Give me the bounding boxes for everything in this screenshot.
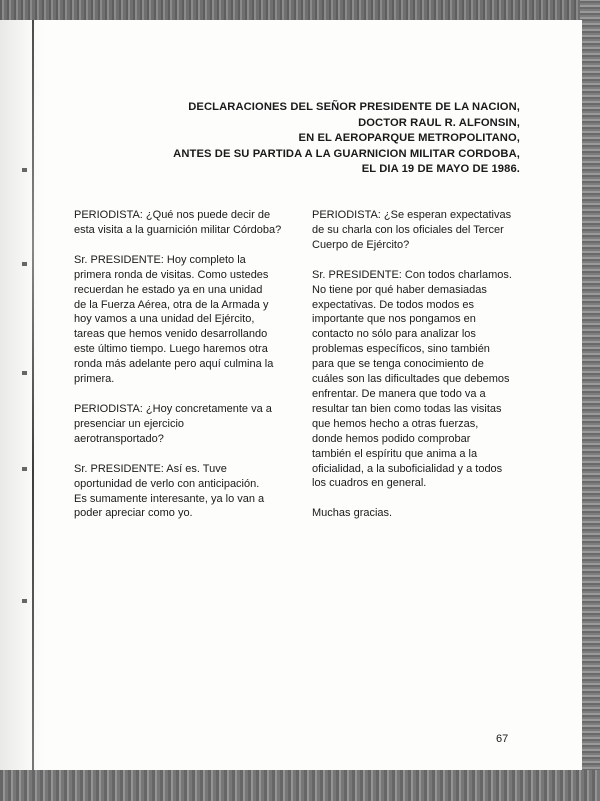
text-line: problemas específicos, sino también (312, 343, 490, 356)
text-line: No tiene por qué haber demasiadas (312, 283, 487, 296)
paragraph (312, 268, 518, 492)
text-line: ronda más adelante pero aquí culmina la (74, 358, 274, 371)
paragraph (74, 253, 280, 387)
page-number: 67 (496, 733, 509, 745)
page-binding-edge (0, 20, 46, 772)
text-line: los cuadros en general. (312, 477, 427, 490)
text-line: presenciar un ejercicio (74, 417, 185, 430)
text-line: Muchas gracias. (312, 507, 393, 520)
paragraph (74, 208, 280, 238)
text-line: PERIODISTA: ¿Hoy concretamente va a (74, 402, 272, 415)
binding-mark (22, 371, 27, 375)
heading-line: DOCTOR RAUL R. ALFONSIN, (358, 116, 520, 129)
text-line: aerotransportado? (74, 432, 164, 445)
text-line: cuáles son las dificultades que debemos (312, 373, 510, 386)
text-line: oficialidad, a la suboficialidad y a todos (312, 462, 503, 475)
text-line: primera. (74, 373, 115, 386)
binding-mark (22, 262, 27, 266)
text-line: PERIODISTA: ¿Qué nos puede decir de (74, 209, 271, 221)
text-line: enfrentar. De manera que todo va a (312, 387, 486, 400)
text-line: importante que nos pongamos en (312, 313, 476, 326)
scan-border-top (0, 0, 600, 22)
text-line: recuerdan he estado ya en una unidad (74, 283, 263, 296)
binding-mark (22, 599, 27, 603)
page-binding-line (32, 20, 34, 772)
heading-line: DECLARACIONES DEL SEÑOR PRESIDENTE DE LA NACION, (188, 101, 520, 113)
text-line: Sr. PRESIDENTE: Con todos charlamos. (312, 268, 512, 281)
document-heading (120, 100, 520, 178)
text-line: primera ronda de visitas. Como ustedes (74, 268, 269, 281)
left-column (74, 208, 280, 536)
paragraph (74, 402, 280, 447)
heading-line: EL DIA 19 DE MAYO DE 1986. (361, 163, 520, 175)
binding-mark (22, 467, 27, 471)
text-line: de su charla con los oficiales del Tercer (312, 223, 504, 236)
right-column (312, 208, 518, 536)
text-line: oportunidad de verlo con anticipación. (74, 477, 260, 490)
text-line: tareas que hemos venido desarrollando (74, 328, 268, 341)
text-line: esta visita a la guarnición militar Córdoba? (74, 223, 282, 236)
text-line: Sr. PRESIDENTE: Así es. Tuve (74, 462, 227, 475)
paragraph (312, 506, 518, 521)
text-line: para que se tenga conocimiento de (312, 358, 484, 371)
scan-border-bottom (0, 770, 600, 801)
scan-border-right (580, 0, 600, 801)
text-line: expectativas. De todos modos es (312, 298, 475, 311)
text-line: hoy vamos a una unidad del Ejército, (74, 313, 255, 326)
heading-line: EN EL AEROPARQUE METROPOLITANO, (298, 132, 520, 144)
binding-mark (22, 168, 27, 172)
text-line: Cuerpo de Ejército? (312, 238, 410, 251)
paragraph (312, 208, 518, 253)
text-line: también el espíritu que anima a la (312, 447, 478, 460)
text-line: contacto no sólo para analizar los (312, 328, 476, 341)
text-line: Es sumamente interesante, ya lo van a (74, 492, 265, 505)
text-line: donde hemos podido comprobar (312, 432, 471, 445)
text-line: resultar tan bien como todas las visitas (312, 402, 502, 415)
text-line: poder apreciar como yo. (74, 507, 193, 520)
heading-line: ANTES DE SU PARTIDA A LA GUARNICION MILITAR CORDOBA, (173, 147, 520, 160)
text-line: PERIODISTA: ¿Se esperan expectativas (312, 209, 512, 221)
paragraph (74, 462, 280, 522)
text-line: Sr. PRESIDENTE: Hoy completo la (74, 253, 246, 266)
text-line: este último tiempo. Luego haremos otra (74, 343, 268, 356)
text-line: de la Fuerza Aérea, otra de la Armada y (74, 298, 269, 311)
text-line: que hemos hecho a otras fuerzas, (312, 417, 479, 430)
